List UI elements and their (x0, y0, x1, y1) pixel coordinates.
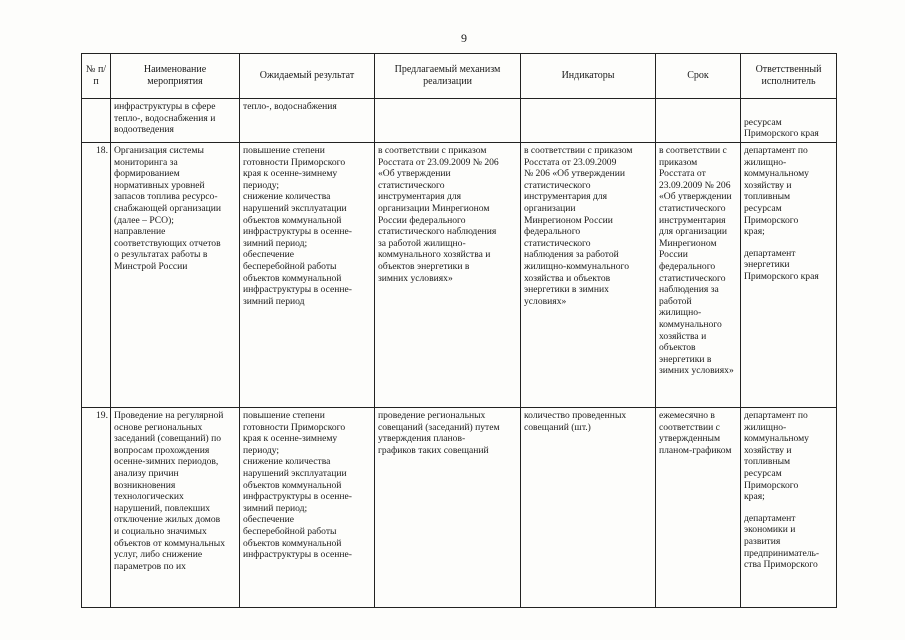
cell-responsible (741, 408, 837, 608)
header-responsible: Ответственный исполнитель (741, 54, 837, 99)
cell-result: повышение степени готовности Приморского края к осенне-зимнему периоду; снижение количества нарушений эксплуатации объектов коммунальной инфраструктуры в осенне- зимний период; обеспечение бесперебойной работы объектов коммунальной инфраструктуры в осенне- (240, 408, 375, 608)
header-indicators: Индикаторы (521, 54, 656, 99)
cell-term: ежемесячно в соответствии с утвержденным планом-графиком (656, 408, 741, 608)
table-row-continuation (82, 99, 837, 143)
cell-num (82, 99, 111, 143)
cell-indicators (521, 99, 656, 143)
cell-mechanism (375, 99, 521, 143)
cell-responsible: ресурсам Приморского края (741, 99, 837, 143)
cell-result: тепло-, водоснабжения (240, 99, 375, 143)
header-row (82, 54, 837, 99)
cell-indicators: в соответствии с приказом Росстата от 23.09.2009 № 206 «Об утверждении статистического инструментария для организации Минрегионом России федерального статистического наблюдения за работой жилищно-коммунального хозяйства и объектов энергетики в зимних условиях» (521, 143, 656, 408)
cell-name: Организация системы мониторинга за формированием нормативных уровней запасов топлива ресурсо- снабжающей организации (далее – РСО); направление соответствующих отчетов о результатах работы в Минстрой России (111, 143, 240, 408)
cell-name: Проведение на регулярной основе региональных заседаний (совещаний) по вопросам прохождения осенне-зимних периодов, анализу причин возникновения технологических нарушений, повлекших отключение жилых домов и социально значимых объектов от коммунальных услуг, либо снижение параметров по их (111, 408, 240, 608)
page-number: 9 (461, 31, 467, 45)
responsible-1: департамент по жилищно- коммунальному хозяйству и топливным ресурсам Приморского края; (744, 145, 809, 238)
header-mechanism: Предлагаемый механизм реализации (375, 54, 521, 99)
cell-indicators: количество проведенных совещаний (шт.) (521, 408, 656, 608)
responsible-2: департамент энергетики Приморского края (744, 247, 819, 282)
table-row-19 (82, 408, 837, 608)
responsible-2: департамент экономики и развития предприниматель- ства Приморского (744, 512, 820, 571)
cell-result: повышение степени готовности Приморского края к осенне-зимнему периоду; снижение количества нарушений эксплуатации объектов коммунальной инфраструктуры в осенне- зимний период; обеспечение бесперебойной работы объектов коммунальной инфраструктуры в осенне- зимний период (240, 143, 375, 408)
cell-num: 19. (82, 408, 111, 608)
header-num: № п/п (82, 54, 111, 99)
header-name: Наименование мероприятия (111, 54, 240, 99)
table-row-18 (82, 143, 837, 408)
responsible-1: департамент по жилищно- коммунальному хозяйству и топливным ресурсам Приморского края; (744, 410, 809, 503)
header-result: Ожидаемый результат (240, 54, 375, 99)
cell-term: в соответствии с приказом Росстата от 23.09.2009 № 206 «Об утверждении статистического инструментария для организации Минрегионом России федерального статистического наблюдения за работой жилищно- коммунального хозяйства и объектов энергетики в зимних условиях» (656, 143, 741, 408)
cell-mechanism: в соответствии с приказом Росстата от 23.09.2009 № 206 «Об утверждении статистического инструментария для организации Минрегионом России федерального статистического наблюдения за работой жилищно- коммунального хозяйства и объектов энергетики в зимних условиях» (375, 143, 521, 408)
cell-name: инфраструктуры в сфере тепло-, водоснабжения и водоотведения (111, 99, 240, 143)
header-term: Срок (656, 54, 741, 99)
cell-mechanism: проведение региональных совещаний (заседаний) путем утверждения планов- графиков таких совещаний (375, 408, 521, 608)
cell-responsible (741, 143, 837, 408)
measures-table (81, 53, 837, 608)
cell-term (656, 99, 741, 143)
cell-num: 18. (82, 143, 111, 408)
